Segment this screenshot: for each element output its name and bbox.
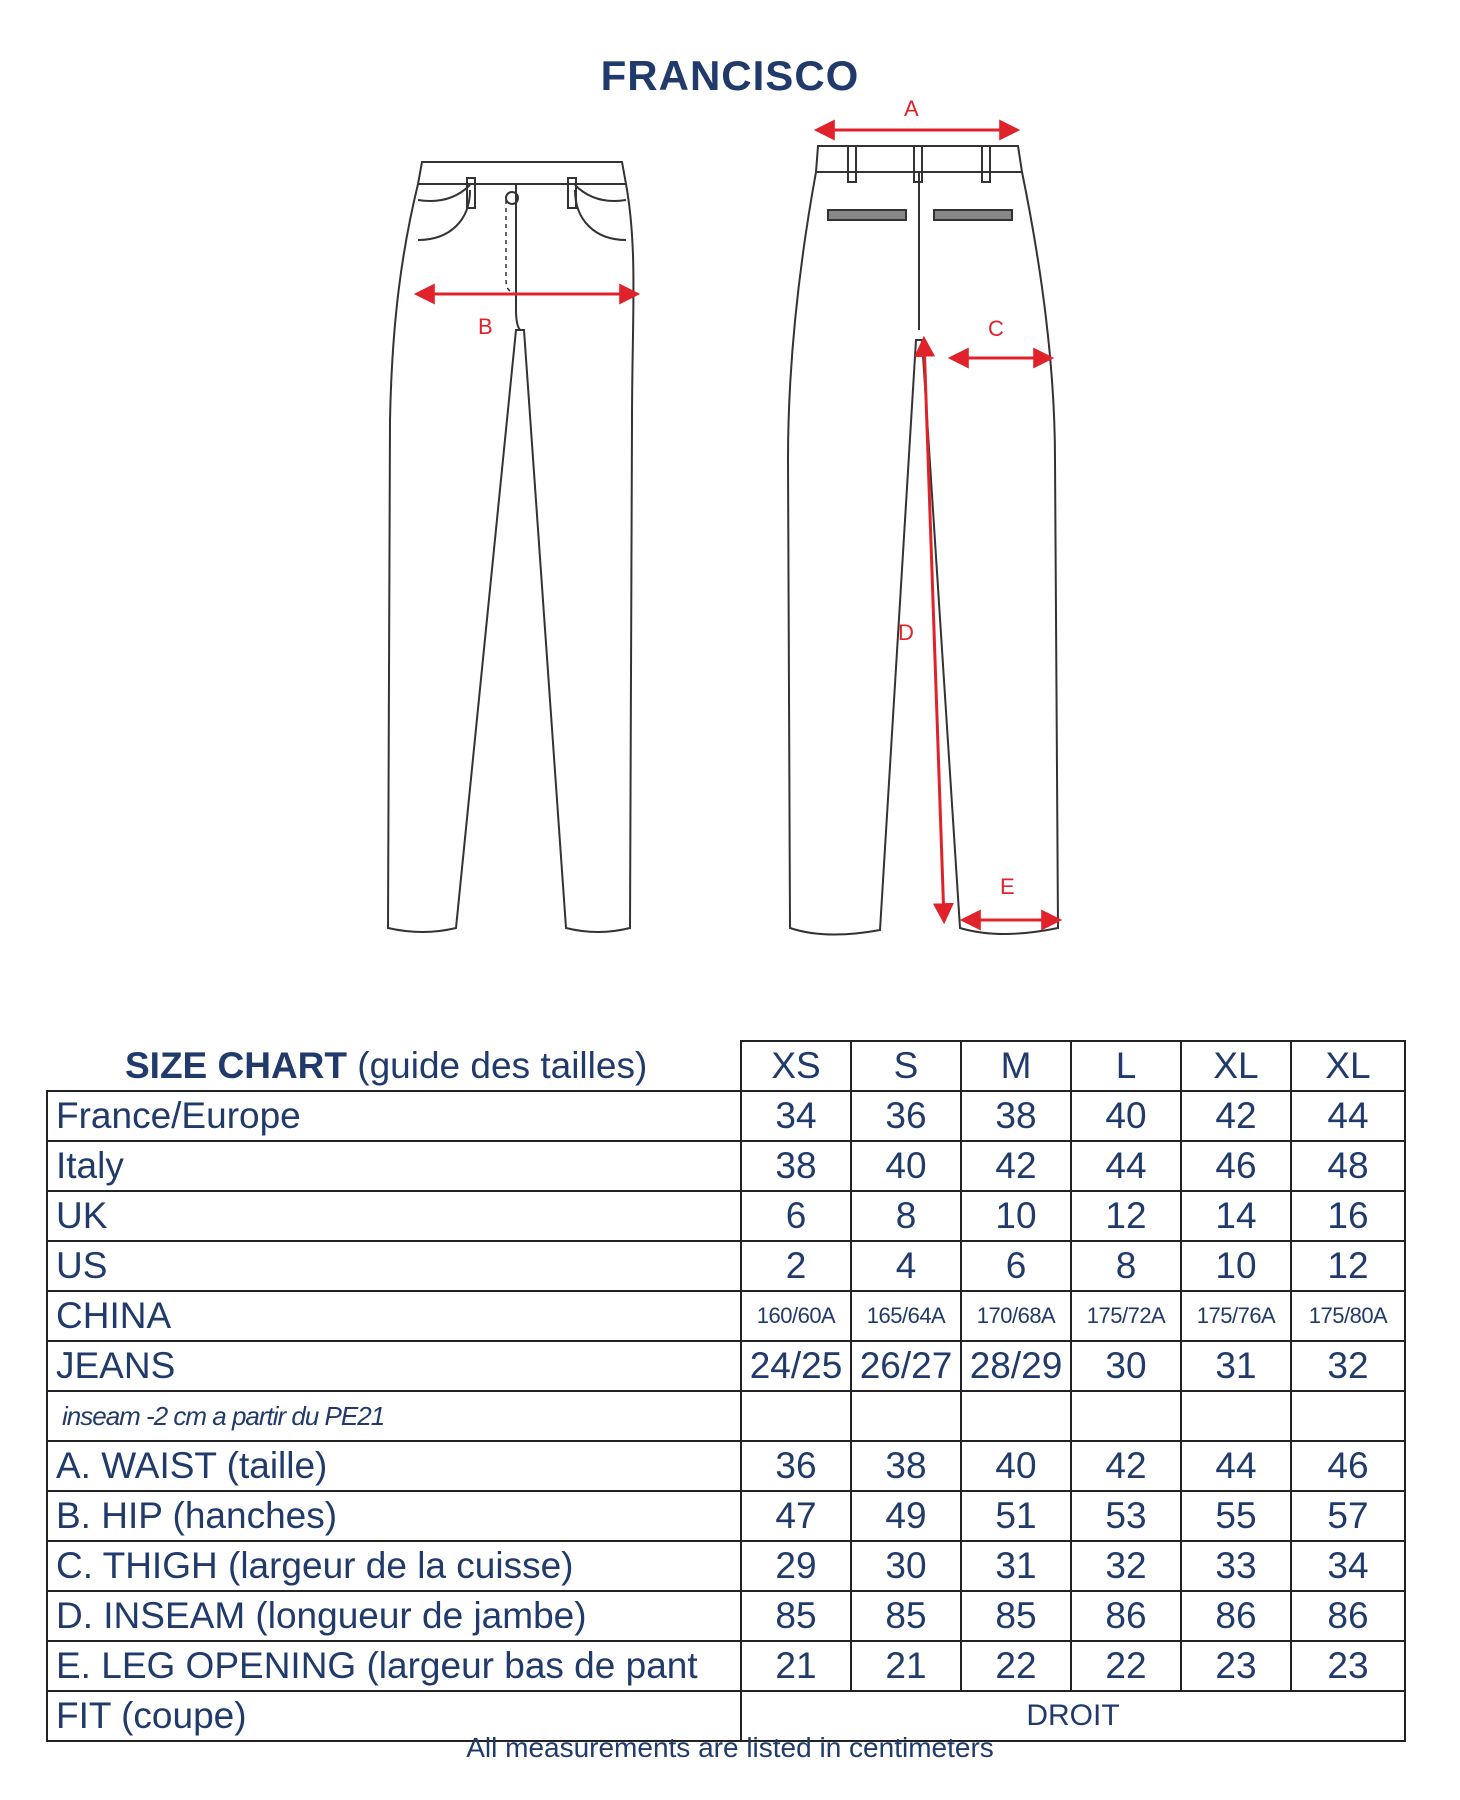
table-cell: 30 [851, 1541, 961, 1591]
size-table [46, 1040, 1406, 1742]
table-cell: 40 [1071, 1091, 1181, 1141]
table-row [47, 1291, 1405, 1341]
table-cell: 44 [1071, 1141, 1181, 1191]
table-cell: 26/27 [851, 1341, 961, 1391]
measurement-note: All measurements are listed in centimeters [466, 1732, 994, 1763]
label-c: C [988, 316, 1004, 341]
label-a: A [904, 96, 919, 121]
table-cell: 38 [961, 1091, 1071, 1141]
table-cell [961, 1391, 1071, 1441]
caption-bold: SIZE CHART [125, 1044, 347, 1086]
table-cell: 36 [741, 1441, 851, 1491]
table-cell: 165/64A [851, 1291, 961, 1341]
table-cell: 32 [1071, 1541, 1181, 1591]
table-cell: 33 [1181, 1541, 1291, 1591]
table-cell: 40 [851, 1141, 961, 1191]
table-cell: 160/60A [741, 1291, 851, 1341]
row-label: FIT (coupe) [47, 1691, 741, 1741]
table-row [47, 1541, 1405, 1591]
size-header-cell: XL [1291, 1041, 1405, 1091]
table-cell: 86 [1071, 1591, 1181, 1641]
table-cell: 175/76A [1181, 1291, 1291, 1341]
size-chart [46, 1040, 1404, 1742]
table-row [47, 1141, 1405, 1191]
table-cell: 40 [961, 1441, 1071, 1491]
size-header-cell: S [851, 1041, 961, 1091]
table-cell: 42 [1181, 1091, 1291, 1141]
table-row [47, 1341, 1405, 1391]
table-row [47, 1241, 1405, 1291]
table-cell: 86 [1181, 1591, 1291, 1641]
table-cell: 10 [1181, 1241, 1291, 1291]
table-cell: 23 [1181, 1641, 1291, 1691]
table-cell: 22 [961, 1641, 1071, 1691]
table-cell: 8 [851, 1191, 961, 1241]
table-cell: 10 [961, 1191, 1071, 1241]
size-header-cell: M [961, 1041, 1071, 1091]
table-cell: 51 [961, 1491, 1071, 1541]
row-label: D. INSEAM (longueur de jambe) [47, 1591, 741, 1641]
front-view-pants [388, 162, 634, 932]
table-row [47, 1591, 1405, 1641]
size-header-cell: XL [1181, 1041, 1291, 1091]
table-cell: 85 [851, 1591, 961, 1641]
table-cell [1291, 1391, 1405, 1441]
table-cell: 32 [1291, 1341, 1405, 1391]
table-row [47, 1191, 1405, 1241]
table-cell [741, 1391, 851, 1441]
table-cell: 21 [851, 1641, 961, 1691]
row-label: UK [47, 1191, 741, 1241]
row-label: B. HIP (hanches) [47, 1491, 741, 1541]
table-cell: 8 [1071, 1241, 1181, 1291]
table-cell: 4 [851, 1241, 961, 1291]
label-e: E [1000, 874, 1015, 899]
table-cell: 12 [1071, 1191, 1181, 1241]
table-cell: 42 [1071, 1441, 1181, 1491]
table-cell: 170/68A [961, 1291, 1071, 1341]
table-row [47, 1491, 1405, 1541]
table-cell: 34 [1291, 1541, 1405, 1591]
table-cell: 22 [1071, 1641, 1181, 1691]
table-cell: 36 [851, 1091, 961, 1141]
table-cell: 85 [741, 1591, 851, 1641]
table-cell: 21 [741, 1641, 851, 1691]
table-cell: 44 [1291, 1091, 1405, 1141]
table-cell: 55 [1181, 1491, 1291, 1541]
table-cell: 47 [741, 1491, 851, 1541]
size-header-cell: L [1071, 1041, 1181, 1091]
table-cell: 6 [961, 1241, 1071, 1291]
table-cell: 38 [741, 1141, 851, 1191]
table-cell: 6 [741, 1191, 851, 1241]
table-cell: 38 [851, 1441, 961, 1491]
table-caption [47, 1041, 741, 1091]
dimension-lines [418, 130, 1058, 920]
table-cell: 28/29 [961, 1341, 1071, 1391]
table-cell: 31 [961, 1541, 1071, 1591]
label-b: B [478, 314, 493, 339]
table-cell: 48 [1291, 1141, 1405, 1191]
table-cell: 23 [1291, 1641, 1405, 1691]
table-cell: 34 [741, 1091, 851, 1141]
row-label: JEANS [47, 1341, 741, 1391]
size-header-row [47, 1041, 1405, 1091]
table-cell: 12 [1291, 1241, 1405, 1291]
table-cell: 175/80A [1291, 1291, 1405, 1341]
table-cell: 85 [961, 1591, 1071, 1641]
caption-rest: (guide des tailles) [347, 1044, 648, 1086]
table-cell: 30 [1071, 1341, 1181, 1391]
table-cell: 29 [741, 1541, 851, 1591]
inseam-note: inseam -2 cm a partir du PE21 [47, 1391, 741, 1441]
row-label: Italy [47, 1141, 741, 1191]
table-cell: 57 [1291, 1491, 1405, 1541]
table-cell: 14 [1181, 1191, 1291, 1241]
row-label: France/Europe [47, 1091, 741, 1141]
page-title: FRANCISCO [600, 52, 860, 99]
row-label: US [47, 1241, 741, 1291]
size-header-cell: XS [741, 1041, 851, 1091]
table-cell: 53 [1071, 1491, 1181, 1541]
table-cell [851, 1391, 961, 1441]
row-label: CHINA [47, 1291, 741, 1341]
table-row [47, 1091, 1405, 1141]
label-d: D [898, 620, 914, 645]
table-cell: 49 [851, 1491, 961, 1541]
table-row [47, 1441, 1405, 1491]
table-cell: 86 [1291, 1591, 1405, 1641]
table-cell: 175/72A [1071, 1291, 1181, 1341]
row-label: A. WAIST (taille) [47, 1441, 741, 1491]
fit-value: DROIT [741, 1691, 1405, 1741]
table-cell [1181, 1391, 1291, 1441]
row-label: E. LEG OPENING (largeur bas de pant [47, 1641, 741, 1691]
table-cell: 24/25 [741, 1341, 851, 1391]
table-cell: 44 [1181, 1441, 1291, 1491]
back-view-pants [788, 146, 1058, 935]
table-cell: 42 [961, 1141, 1071, 1191]
table-cell: 16 [1291, 1191, 1405, 1241]
table-cell: 46 [1291, 1441, 1405, 1491]
table-cell [1071, 1391, 1181, 1441]
row-label: C. THIGH (largeur de la cuisse) [47, 1541, 741, 1591]
table-cell: 46 [1181, 1141, 1291, 1191]
table-cell: 31 [1181, 1341, 1291, 1391]
table-row [47, 1641, 1405, 1691]
note-row [47, 1391, 1405, 1441]
table-cell: 2 [741, 1241, 851, 1291]
